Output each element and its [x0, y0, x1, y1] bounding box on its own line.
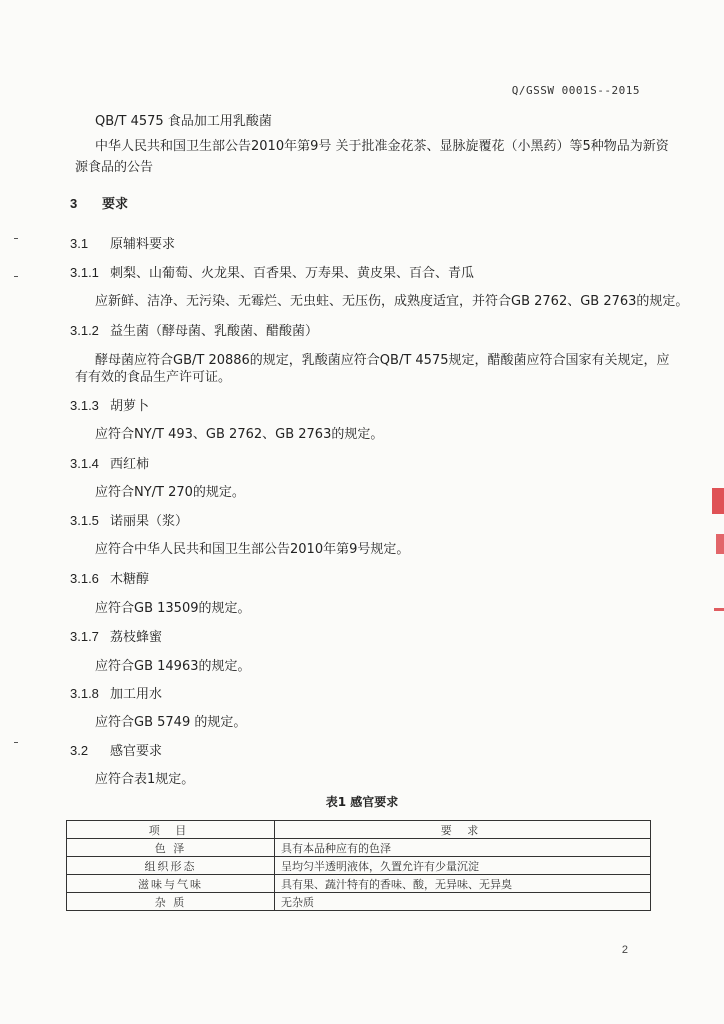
- scan-mark: [14, 276, 18, 277]
- table-row: [67, 857, 651, 875]
- reference-line: 源食品的公告: [75, 160, 154, 175]
- section-title: 益生菌（酵母菌、乳酸菌、醋酸菌）: [110, 324, 319, 339]
- section-number: 3.2: [70, 743, 89, 758]
- clause-body: 应符合表1规定。: [95, 772, 195, 787]
- scan-mark: [14, 742, 18, 743]
- stamp-fragment: [716, 534, 724, 554]
- clause-body: 应符合中华人民共和国卫生部公告2010年第9号规定。: [95, 542, 410, 557]
- section-number: 3.1: [70, 236, 89, 251]
- table-caption: 表1 感官要求: [325, 795, 399, 809]
- column-header-item: 项 目: [67, 821, 275, 839]
- clause-body: 应符合GB 5749 的规定。: [95, 715, 247, 730]
- section-number: 3.1.5: [70, 513, 99, 528]
- section-title: 原辅料要求: [110, 237, 176, 252]
- reference-line: 中华人民共和国卫生部公告2010年第9号 关于批准金花茶、显脉旋覆花（小黑药）等5种物品为新资: [95, 139, 669, 154]
- table-cell-item: 组织形态: [67, 857, 275, 875]
- section-number: 3.1.2: [70, 323, 99, 338]
- standard-code: Q/GSSW 0001S--2015: [511, 84, 640, 97]
- subsection-heading: [70, 568, 149, 587]
- subsection-heading: [70, 626, 162, 645]
- section-title: 西红柿: [110, 457, 150, 472]
- scan-mark: [14, 238, 18, 239]
- subsection-heading: [70, 453, 149, 472]
- table-cell-requirement: 具有本品种应有的色泽: [275, 839, 651, 857]
- table-row: [67, 839, 651, 857]
- section-number: 3.1.4: [70, 456, 99, 471]
- section-title: 要求: [102, 197, 129, 212]
- subsection-heading: [70, 683, 162, 702]
- column-header-requirement: 要 求: [275, 821, 651, 839]
- stamp-fragment: [714, 608, 724, 611]
- clause-body: 酵母菌应符合GB/T 20886的规定，乳酸菌应符合QB/T 4575规定，醋酸菌应符合国家有关规定，应: [95, 353, 670, 368]
- subsection-heading: [70, 233, 175, 252]
- table-cell-requirement: 具有果、蔬汁特有的香味、酸，无异味、无异臭: [275, 875, 651, 893]
- section-heading: [70, 193, 128, 212]
- section-title: 刺梨、山葡萄、火龙果、百香果、万寿果、黄皮果、百合、青瓜: [110, 266, 475, 281]
- table-cell-requirement: 无杂质: [275, 893, 651, 911]
- subsection-heading: [70, 510, 188, 529]
- subsection-heading: [70, 262, 474, 281]
- clause-body: 有有效的食品生产许可证。: [75, 370, 232, 385]
- section-number: 3: [70, 196, 78, 211]
- subsection-heading: [70, 320, 318, 339]
- subsection-heading: [70, 740, 162, 759]
- table-header-row: [67, 821, 651, 839]
- section-number: 3.1.6: [70, 571, 99, 586]
- section-title: 加工用水: [110, 687, 163, 702]
- clause-body: 应符合GB 14963的规定。: [95, 659, 251, 674]
- section-title: 诺丽果（浆）: [110, 514, 189, 529]
- section-number: 3.1.3: [70, 398, 99, 413]
- table-cell-requirement: 呈均匀半透明液体，久置允许有少量沉淀: [275, 857, 651, 875]
- section-title: 荔枝蜂蜜: [110, 630, 163, 645]
- page-number: 2: [621, 944, 628, 956]
- section-number: 3.1.7: [70, 629, 99, 644]
- clause-body: 应符合GB 13509的规定。: [95, 601, 251, 616]
- table-cell-item: 杂 质: [67, 893, 275, 911]
- table-row: [67, 875, 651, 893]
- sensory-requirements-table: [66, 820, 651, 911]
- clause-body: 应符合NY/T 493、GB 2762、GB 2763的规定。: [95, 427, 384, 442]
- section-number: 3.1.8: [70, 686, 99, 701]
- section-title: 木糖醇: [110, 572, 150, 587]
- table-row: [67, 893, 651, 911]
- section-number: 3.1.1: [70, 265, 99, 280]
- reference-line: QB/T 4575 食品加工用乳酸菌: [95, 114, 272, 129]
- table-cell-item: 色 泽: [67, 839, 275, 857]
- clause-body: 应符合NY/T 270的规定。: [95, 485, 245, 500]
- clause-body: 应新鲜、洁净、无污染、无霉烂、无虫蛀、无压伤，成熟度适宜，并符合GB 2762、GB 2763的规定。: [95, 294, 689, 309]
- stamp-fragment: [712, 488, 724, 514]
- table-cell-item: 滋味与气味: [67, 875, 275, 893]
- section-title: 胡萝卜: [110, 399, 150, 414]
- section-title: 感官要求: [110, 744, 163, 759]
- subsection-heading: [70, 395, 149, 414]
